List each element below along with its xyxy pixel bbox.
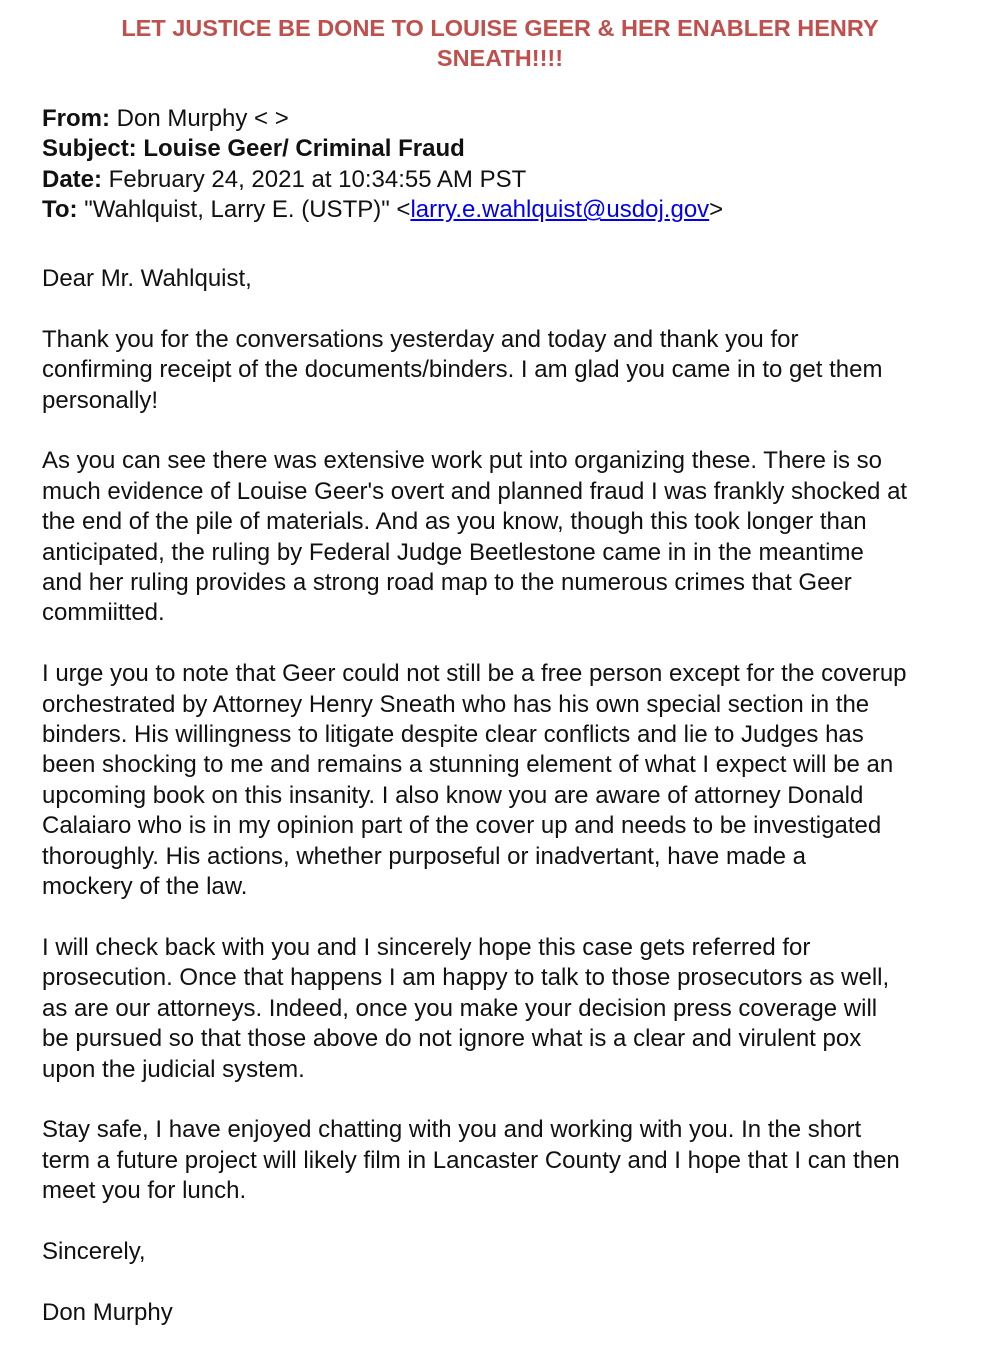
paragraph-line: prosecution. Once that happens I am happy to talk to those prosecutors as well, xyxy=(42,964,890,992)
date-value: February 24, 2021 at 10:34:55 AM PST xyxy=(102,165,527,193)
paragraph-line: much evidence of Louise Geer's overt and planned fraud I was frankly shocked at xyxy=(42,477,908,505)
paragraph-line: binders. His willingness to litigate despite clear conflicts and lie to Judges has xyxy=(42,721,864,749)
greeting: Dear Mr. Wahlquist, xyxy=(42,265,252,292)
paragraph-line: upcoming book on this insanity. I also know you are aware of attorney Donald xyxy=(42,781,864,809)
paragraph-line: term a future project will likely film in Lancaster County and I hope that I can then xyxy=(42,1146,900,1174)
paragraph-line: As you can see there was extensive work put into organizing these. There is so xyxy=(42,447,883,475)
closing: Sincerely, xyxy=(42,1237,146,1265)
paragraph-line: orchestrated by Attorney Henry Sneath who has his own special section in the xyxy=(42,690,870,718)
to-line xyxy=(42,195,972,225)
date-line xyxy=(42,165,972,195)
headline xyxy=(40,13,960,73)
paragraph-line: personally! xyxy=(42,386,159,414)
paragraph-line: and her ruling provides a strong road map to the numerous crimes that Geer xyxy=(42,569,852,597)
paragraph-line: Stay safe, I have enjoyed chatting with you and working with you. In the short xyxy=(42,1116,862,1144)
paragraph-line: Thank you for the conversations yesterday and today and thank you for xyxy=(42,325,799,353)
paragraph-line: Calaiaro who is in my opinion part of the cover up and needs to be investigated xyxy=(42,812,882,840)
headline-line-1: LET JUSTICE BE DONE TO LOUISE GEER & HER ENABLER HENRY xyxy=(121,15,879,41)
paragraph-line: I will check back with you and I sincerely hope this case gets referred for xyxy=(42,933,811,961)
body-paragraph xyxy=(42,446,972,628)
to-label: To: xyxy=(42,196,78,224)
paragraph-line: the end of the pile of materials. And as you know, though this took longer than xyxy=(42,508,867,536)
to-email-link[interactable]: larry.e.wahlquist@usdoj.gov xyxy=(410,196,710,224)
subject-line xyxy=(42,134,972,164)
body-paragraph xyxy=(42,933,972,1085)
paragraph-line: commiitted. xyxy=(42,599,165,627)
from-value: Don Murphy < > xyxy=(110,105,289,132)
signature: Don Murphy xyxy=(42,1298,173,1326)
paragraph-line: be pursued so that those above do not ignore what is a clear and virulent pox xyxy=(42,1025,862,1053)
to-value-prefix: "Wahlquist, Larry E. (USTP)" < xyxy=(77,196,411,224)
subject-value: Louise Geer/ Criminal Fraud xyxy=(136,135,465,163)
paragraph-line: been shocking to me and remains a stunning element of what I expect will be an xyxy=(42,751,894,779)
paragraph-line: mockery of the law. xyxy=(42,873,248,901)
paragraph-line: upon the judicial system. xyxy=(42,1055,305,1083)
paragraph-line: confirming receipt of the documents/binders. I am glad you came in to get them xyxy=(42,356,883,384)
paragraph-line: I urge you to note that Geer could not still be a free person except for the coverup xyxy=(42,660,907,688)
headline-line-2: SNEATH!!!! xyxy=(436,45,564,71)
email-body xyxy=(42,264,972,1359)
paragraph-line: meet you for lunch. xyxy=(42,1177,247,1205)
email-header xyxy=(42,104,972,226)
paragraph-line: as are our attorneys. Indeed, once you make your decision press coverage will xyxy=(42,994,878,1022)
to-value-suffix: > xyxy=(709,196,724,224)
paragraph-line: anticipated, the ruling by Federal Judge Beetlestone came in in the meantime xyxy=(42,538,864,566)
subject-label: Subject: xyxy=(42,135,137,163)
from-label: From: xyxy=(42,105,110,132)
body-paragraph xyxy=(42,1115,972,1206)
paragraph-line: thoroughly. His actions, whether purposeful or inadvertant, have made a xyxy=(42,842,806,870)
body-paragraph xyxy=(42,659,972,902)
body-paragraph xyxy=(42,325,972,416)
from-line xyxy=(42,104,972,134)
date-label: Date: xyxy=(42,165,103,193)
